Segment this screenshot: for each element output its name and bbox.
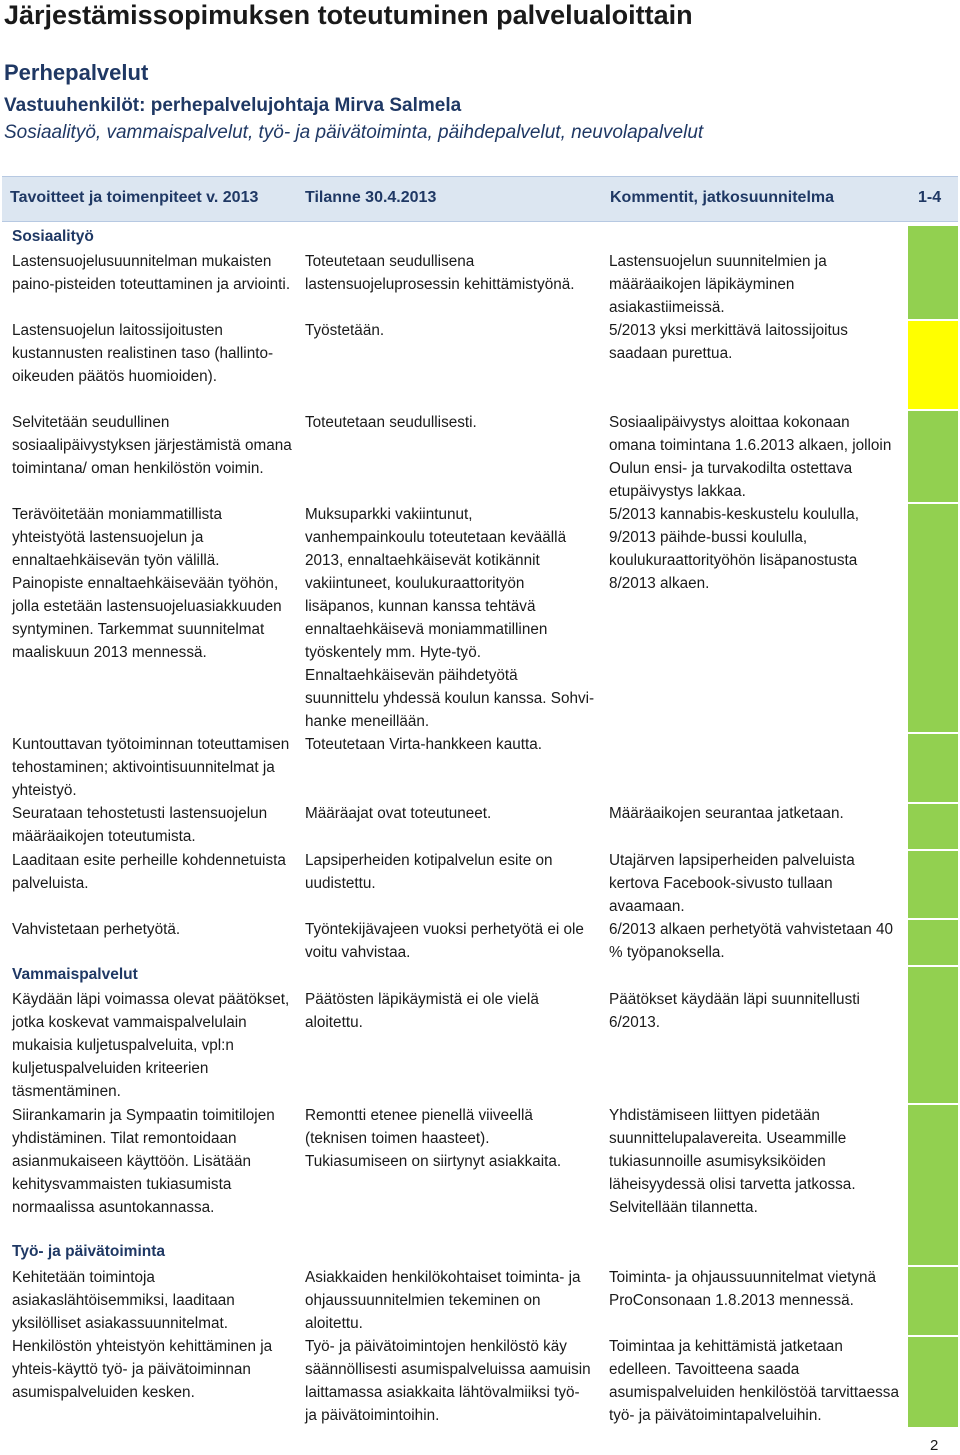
subhead-work-day: Työ- ja päivätoiminta — [12, 1243, 166, 1260]
header-goals: Tavoitteet ja toimenpiteet v. 2013 — [10, 189, 259, 206]
status-divider — [908, 319, 958, 321]
status-cell: Remontti etenee pienellä viiveellä (teknisen toimen haasteet). Tukiasumiseen on siirtynyt asiakkaita. — [305, 1107, 562, 1170]
comment-cell: Päätökset käydään läpi suunnitellusti 6/2013. — [609, 991, 860, 1031]
status-cell: Työntekijävajeen vuoksi perhetyötä ei ole voitu vahvistaa. — [305, 921, 584, 961]
status-cell: Työ- ja päivätoimintojen henkilöstö käy säännöllisesti asumispalveluissa aamuisin laittamassa asiakkaita lähtövalmiiksi työ- ja päivätoimintoihin. — [305, 1338, 591, 1424]
status-divider — [908, 409, 958, 411]
goal-cell: Seurataan tehostetusti lastensuojelun määräaikojen toteutumista. — [12, 805, 268, 845]
status-cell: Työstetään. — [305, 322, 385, 339]
comment-cell: 6/2013 alkaen perhetyötä vahvistetaan 40 % työpanoksella. — [609, 921, 894, 961]
goal-cell: Laaditaan esite perheille kohdennetuista palveluista. — [12, 852, 286, 892]
goal-cell: Selvitetään seudullinen sosiaalipäivystyksen järjestämistä omana toimintana/ oman henkilöstön voimin. — [12, 414, 292, 477]
subhead-social-work: Sosiaalityö — [12, 228, 94, 245]
status-cell: Toteutetaan seudullisesti. — [305, 414, 477, 431]
goal-cell: Kuntouttavan työtoiminnan toteuttamisen tehostaminen; aktivointisuunnitelmat ja yhteistyö. — [12, 736, 290, 799]
status-divider — [908, 1335, 958, 1337]
header-scale: 1-4 — [918, 189, 942, 206]
goal-cell: Lastensuojelusuunnitelman mukaisten paino-pisteiden toteuttaminen ja arviointi. — [12, 253, 291, 293]
goal-cell: Kehitetään toimintoja asiakaslähtöisemmiksi, laaditaan yksilölliset asiakassuunnitelmat. — [12, 1269, 235, 1332]
comment-cell: Toimintaa ja kehittämistä jatketaan edelleen. Tavoitteena saada asumispalveluiden henkilöstöä tarvittaessa työ- ja päivätoimintapalveluihin. — [609, 1338, 899, 1424]
status-cell: Määräajat ovat toteutuneet. — [305, 805, 492, 822]
status-cell: Asiakkaiden henkilökohtaiset toiminta- ja ohjaussuunnitelmien tekeminen on aloitettu. — [305, 1269, 581, 1332]
comment-cell: Toiminta- ja ohjaussuunnitelmat vietynä ProConsonaan 1.8.2013 mennessä. — [609, 1269, 876, 1309]
status-divider — [908, 732, 958, 734]
status-indicator — [908, 226, 958, 320]
goal-cell: Vahvistetaan perhetyötä. — [12, 921, 181, 938]
goal-cell: Käydään läpi voimassa olevat päätökset, jotka koskevat vammaispalvelulain mukaisia kuljetuspalveluita, vpl:n kuljetuspalveluiden kriteerien täsmentäminen. — [12, 991, 290, 1100]
comment-cell: Lastensuojelun suunnitelmien ja määräaikojen läpikäyminen asiakastiimeissä. — [609, 253, 827, 316]
status-divider — [908, 918, 958, 920]
responsible-persons: Vastuuhenkilöt: perhepalvelujohtaja Mirva Salmela — [4, 95, 462, 116]
status-divider — [908, 965, 958, 967]
comment-cell: Sosiaalipäivystys aloittaa kokonaan omana toimintana 1.6.2013 alkaen, jolloin Oulun ensi- ja turvakodilta ostettava etupäivystys lakkaa. — [609, 414, 892, 500]
services-list: Sosiaalityö, vammaispalvelut, työ- ja päivätoiminta, päihdepalvelut, neuvolapalvelut — [4, 122, 704, 143]
page-title: Järjestämissopimuksen toteutuminen palvelualoittain — [4, 0, 693, 30]
status-cell: Lapsiperheiden kotipalvelun esite on uudistettu. — [305, 852, 553, 892]
status-cell: Toteutetaan Virta-hankkeen kautta. — [305, 736, 542, 753]
goal-cell: Terävöitetään moniammatillista yhteistyötä lastensuojelun ja ennaltaehkäisevän työn välillä. Painopiste ennaltaehkäisevään työhön, jolla estetään lastensuojeluasiakkuuden syntyminen. Tarkemmat suunnitelmat maaliskuun 2013 mennessä. — [12, 506, 282, 661]
comment-cell: Määräaikojen seurantaa jatketaan. — [609, 805, 844, 822]
status-cell: Muksuparkki vakiintunut, vanhempainkoulu toteutetaan keväällä 2013, ennaltaehkäisevät kotikännit vakiintuneet, koulukuraattorityön lisäpanos, kunnan kanssa tehtävä ennaltaehkäisevä moniammatillinen työskentely mm. Hyte-työ. Ennaltaehkäisevän päihdetyötä suunnittelu yhdessä koulun kanssa. Sohvi-hanke meneillään. — [305, 506, 595, 730]
status-indicator — [908, 320, 958, 410]
comment-cell: Utajärven lapsiperheiden palveluista kertova Facebook-sivusto tullaan avaamaan. — [609, 852, 855, 915]
goal-cell: Siirankamarin ja Sympaatin toimitilojen yhdistäminen. Tilat remontoidaan asianmukaiseen käyttöön. Lisätään kehitysvammaisten tukiasumista normaalissa asuntokannassa. — [12, 1107, 275, 1216]
header-comments: Kommentit, jatkosuunnitelma — [610, 189, 835, 206]
comment-cell: 5/2013 kannabis-keskustelu koululla, 9/2013 päihde-bussi koululla, koulukuraattorityöhön lisäpanostusta 8/2013 alkaen. — [609, 506, 860, 592]
status-divider — [908, 502, 958, 504]
status-divider — [908, 802, 958, 804]
status-divider — [908, 1265, 958, 1267]
goal-cell: Lastensuojelun laitossijoitusten kustannusten realistinen taso (hallinto-oikeuden päätös huomioiden). — [12, 322, 274, 385]
subhead-disability: Vammaispalvelut — [12, 966, 138, 983]
table-header — [2, 176, 958, 222]
status-divider — [908, 1103, 958, 1105]
page-number: 2 — [930, 1437, 939, 1454]
status-divider — [908, 849, 958, 851]
status-cell: Päätösten läpikäymistä ei ole vielä aloitettu. — [305, 991, 539, 1031]
section-title: Perhepalvelut — [4, 60, 149, 85]
comment-cell: Yhdistämiseen liittyen pidetään suunnittelupalavereita. Useammille tukiasunnoille asumisyksiköiden läheisyydessä olisi tarvetta jatkossa. Selvitellään tilannetta. — [609, 1107, 856, 1216]
goal-cell: Henkilöstön yhteistyön kehittäminen ja yhteis-käyttö työ- ja päivätoiminnan asumispalveluiden kesken. — [12, 1338, 273, 1401]
comment-cell: 5/2013 yksi merkittävä laitossijoitus saadaan purettua. — [609, 322, 848, 362]
header-status: Tilanne 30.4.2013 — [305, 189, 437, 206]
status-cell: Toteutetaan seudullisena lastensuojeluprosessin kehittämistyönä. — [305, 253, 575, 293]
